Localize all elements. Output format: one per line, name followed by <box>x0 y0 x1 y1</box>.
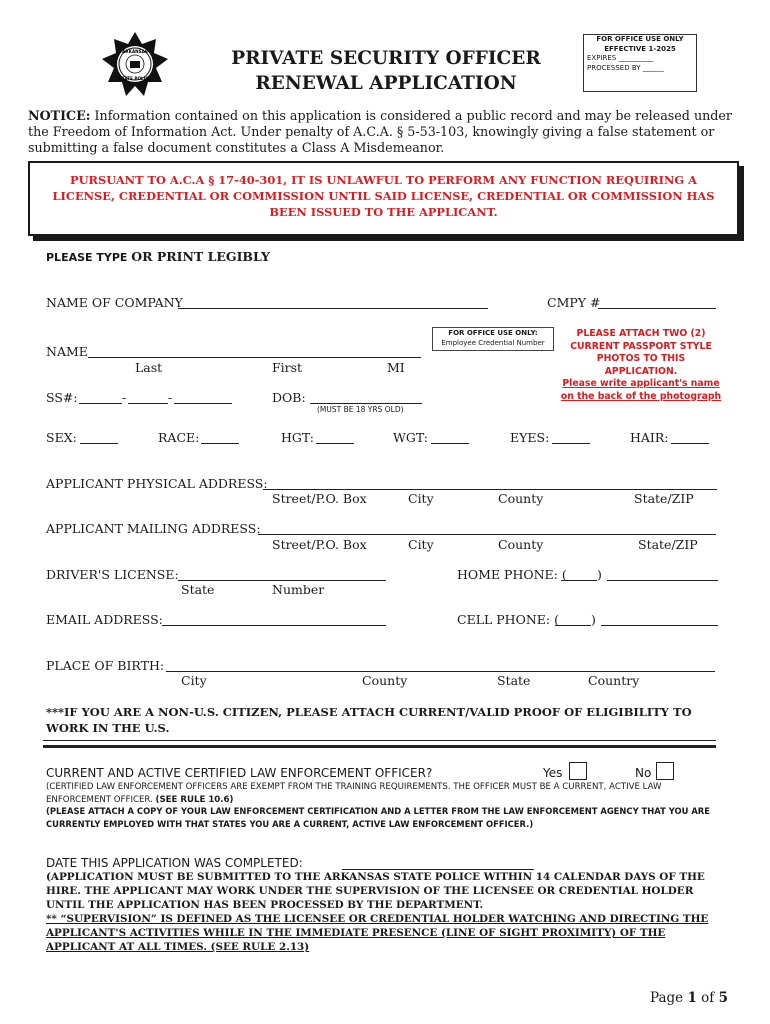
photo-note-line-6: on the back of the photograph <box>560 390 722 402</box>
cred-box-heading: FOR OFFICE USE ONLY: <box>448 329 538 337</box>
pob-state-caption: State <box>497 673 531 688</box>
license-number-caption: Number <box>272 582 325 597</box>
ss-field-part2[interactable] <box>128 403 168 404</box>
home-phone-area-field[interactable] <box>561 580 597 581</box>
ss-dash-1: - <box>122 390 127 405</box>
name-field[interactable] <box>88 357 421 358</box>
mailing-state-zip-caption: State/ZIP <box>638 537 698 552</box>
name-label: NAME <box>46 344 88 359</box>
physical-county-caption: County <box>498 491 544 506</box>
print-instruction-part1: PLEASE TYPE <box>46 251 132 264</box>
office-use-expires: EXPIRES __________ <box>587 54 654 62</box>
photo-note-line-3: PHOTOS TO THIS <box>596 353 686 364</box>
photo-note-line-4: APPLICATION. <box>604 365 678 377</box>
notice-label: NOTICE: <box>28 108 91 123</box>
home-phone-label: HOME PHONE: ( <box>457 567 567 582</box>
svg-text:ARKANSAS: ARKANSAS <box>122 49 148 54</box>
cmpy-label: CMPY # <box>547 295 601 310</box>
office-use-processed-by: PROCESSED BY ______ <box>587 63 664 72</box>
drivers-license-label: DRIVER'S LICENSE: <box>46 567 179 582</box>
dob-label: DOB: <box>272 390 306 405</box>
mailing-address-field[interactable] <box>258 534 716 535</box>
law-enforcement-question: CURRENT AND ACTIVE CERTIFIED LAW ENFORCEMENT OFFICER? <box>46 766 433 780</box>
pob-city-caption: City <box>181 673 207 688</box>
section-divider <box>43 740 716 748</box>
cell-phone-field[interactable] <box>601 625 718 626</box>
cell-phone-label: CELL PHONE: ( <box>457 612 559 627</box>
exempt-note-rule: (SEE RULE 10.6) <box>155 794 234 805</box>
office-use-effective: EFFECTIVE 1-2025 <box>604 44 676 53</box>
warning-text: PURSUANT TO A.C.A § 17-40-301, IT IS UNLAWFUL TO PERFORM ANY FUNCTION REQUIRING A LICENSE, CREDENTIAL OR COMMISSION UNTIL SAID LICENSE, CREDENTIAL OR COMMISSION HAS BEEN ISSUED TO THE APPLICANT. <box>52 173 715 219</box>
exempt-note-text: (CERTIFIED LAW ENFORCEMENT OFFICERS ARE EXEMPT FROM THE TRAINING REQUIREMENTS. THE OFFICER MUST BE A CURRENT, ACTIVE LAW ENFORCEMENT OFFICER. <box>46 782 662 805</box>
company-label: NAME OF COMPANY <box>46 295 183 310</box>
page-of: of <box>696 990 719 1006</box>
svg-text:STATE POLICE: STATE POLICE <box>118 76 152 81</box>
page-total: 5 <box>718 990 728 1006</box>
submission-deadline-note: (APPLICATION MUST BE SUBMITTED TO THE ARKANSAS STATE POLICE WITHIN 14 CALENDAR DAYS OF THE HIRE. THE APPLICANT MAY WORK UNDER THE SUPERVISION OF THE LICENSEE OR CREDENTIAL HOLDER UNTIL THE APPLICATION HAS BEEN PROCESSED BY THE DEPARTMENT. <box>46 871 705 911</box>
drivers-license-field[interactable] <box>178 580 386 581</box>
warning-box <box>28 161 739 236</box>
title-line-1: PRIVATE SECURITY OFFICER <box>231 48 541 69</box>
ss-field-part1[interactable] <box>79 403 122 404</box>
eyes-field[interactable] <box>552 443 590 444</box>
page-title <box>196 46 576 96</box>
home-phone-field[interactable] <box>607 580 718 581</box>
physical-state-zip-caption: State/ZIP <box>634 491 694 506</box>
photo-instruction <box>556 328 726 403</box>
mailing-county-caption: County <box>498 537 544 552</box>
mailing-address-label: APPLICANT MAILING ADDRESS: <box>46 521 261 536</box>
race-field[interactable] <box>201 443 239 444</box>
mailing-city-caption: City <box>408 537 434 552</box>
supervision-definition-note: ** “SUPERVISION” IS DEFINED AS THE LICENSEE OR CREDENTIAL HOLDER WATCHING AND DIRECTING THE APPLICANT'S ACTIVITIES WHILE IN THE IMMEDIATE PRESENCE (LINE OF SIGHT PROXIMITY) OF THE APPLICANT AT ALL TIMES. (SEE RULE 2.13) <box>46 913 709 953</box>
office-use-box <box>583 34 697 92</box>
company-field[interactable] <box>178 308 488 309</box>
physical-address-field[interactable] <box>263 489 717 490</box>
place-of-birth-label: PLACE OF BIRTH: <box>46 658 165 673</box>
name-mi-caption: MI <box>387 360 405 375</box>
pob-county-caption: County <box>362 673 408 688</box>
eyes-label: EYES: <box>510 430 550 445</box>
page-indicator <box>650 990 728 1006</box>
place-of-birth-field[interactable] <box>166 671 715 672</box>
name-first-caption: First <box>272 360 303 375</box>
physical-city-caption: City <box>408 491 434 506</box>
physical-street-caption: Street/P.O. Box <box>272 491 367 506</box>
page-word: Page <box>650 990 688 1006</box>
pob-country-caption: Country <box>588 673 640 688</box>
date-completed-label: DATE THIS APPLICATION WAS COMPLETED: <box>46 856 303 870</box>
wgt-field[interactable] <box>431 443 469 444</box>
notice-text: Information contained on this application is considered a public record and may be released under the Freedom of Information Act. Under penalty of A.C.A. § 5-53-103, knowingly giving a false statement or submitting a false document constitutes a Class A Misdemeanor. <box>28 108 732 155</box>
mailing-street-caption: Street/P.O. Box <box>272 537 367 552</box>
title-line-2: RENEWAL APPLICATION <box>255 73 517 94</box>
no-label: No <box>635 766 652 780</box>
page-number: 1 <box>687 990 697 1006</box>
hair-label: HAIR: <box>630 430 669 445</box>
name-last-caption: Last <box>135 360 163 375</box>
hair-field[interactable] <box>671 443 709 444</box>
yes-checkbox[interactable] <box>569 762 587 780</box>
dob-field[interactable] <box>310 403 422 404</box>
office-use-heading: FOR OFFICE USE ONLY <box>596 35 684 43</box>
cmpy-field[interactable] <box>598 308 716 309</box>
hgt-label: HGT: <box>281 430 314 445</box>
no-checkbox[interactable] <box>656 762 674 780</box>
law-enforcement-exempt-note <box>46 781 706 806</box>
ss-field-part3[interactable] <box>174 403 232 404</box>
photo-note-line-5: Please write applicant's name <box>562 378 720 389</box>
cell-phone-paren: ) <box>591 612 596 627</box>
home-phone-paren: ) <box>597 567 602 582</box>
cell-phone-area-field[interactable] <box>555 625 591 626</box>
license-state-caption: State <box>181 582 215 597</box>
ss-label: SS#: <box>46 390 78 405</box>
arkansas-state-police-seal-icon <box>100 31 170 97</box>
print-legibly-instruction <box>46 249 270 264</box>
email-label: EMAIL ADDRESS: <box>46 612 163 627</box>
wgt-label: WGT: <box>393 430 428 445</box>
race-label: RACE: <box>158 430 200 445</box>
photo-note-line-2: CURRENT PASSPORT STYLE <box>570 340 712 352</box>
hgt-field[interactable] <box>316 443 354 444</box>
dob-note: (MUST BE 18 YRS OLD) <box>317 405 404 414</box>
photo-note-line-1: PLEASE ATTACH TWO (2) <box>576 328 706 339</box>
employee-credential-box <box>432 327 554 351</box>
ss-dash-2: - <box>168 390 173 405</box>
non-citizen-notice: ***IF YOU ARE A NON-U.S. CITIZEN, PLEASE ATTACH CURRENT/VALID PROOF OF ELIGIBILITY TO WORK IN THE U.S. <box>46 705 692 735</box>
law-enforcement-attach-note: (PLEASE ATTACH A COPY OF YOUR LAW ENFORCEMENT CERTIFICATION AND A LETTER FROM THE LAW ENFORCEMENT AGENCY THAT YOU ARE CURRENTLY EMPLOYED WITH THAT STATES YOU ARE A CURRENT, ACTIVE LAW ENFORCEMENT OFFICER.) <box>46 806 710 829</box>
yes-label: Yes <box>543 766 563 780</box>
notice-paragraph <box>28 108 734 156</box>
physical-address-label: APPLICANT PHYSICAL ADDRESS: <box>46 476 268 491</box>
sex-label: SEX: <box>46 430 77 445</box>
print-instruction-part2: OR PRINT LEGIBLY <box>131 249 270 264</box>
cred-box-label: Employee Credential Number <box>441 339 545 347</box>
sex-field[interactable] <box>80 443 118 444</box>
email-field[interactable] <box>162 625 386 626</box>
